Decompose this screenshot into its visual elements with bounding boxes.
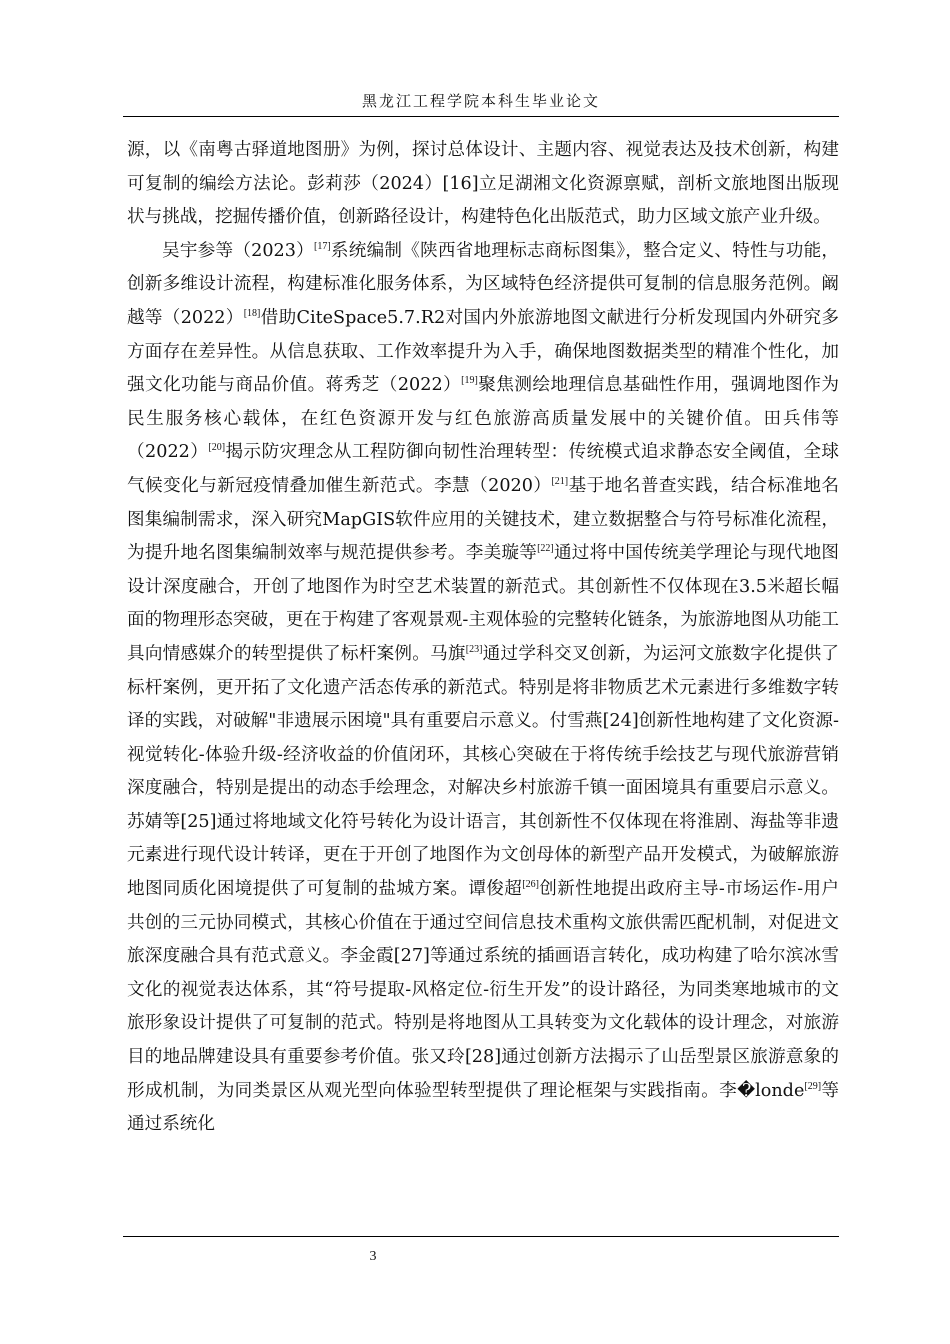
para2-seg-6: 基于地名普查实践，结合标准地名图集编制需求，深入研究MapGIS软件应用的关键技术，建立数据整合与符号标准化流程，为提升地名图集编制效率与规范提供参考。李美璇等: [127, 475, 839, 564]
para2-seg-10: 等通过系统化: [127, 1080, 839, 1135]
citation-22: [22]: [537, 543, 554, 555]
paragraph-1-text: 源，以《南粤古驿道地图册》为例，探讨总体设计、主题内容、视觉表达及技术创新，构建可复制的编绘方法论。彭莉莎（2024）[16]立足湖湘文化资源禀赋，剖析文旅地图出版现状与挑战，挖掘传播价值，创新路径设计，构建特色化出版范式，助力区域文旅产业升级。: [127, 140, 839, 228]
para2-seg-5: 揭示防灾理念从工程防御向韧性治理转型：传统模式追求静态安全阈值，全球气候变化与新冠疫情叠加催生新范式。李慧（2020）: [127, 442, 839, 496]
paragraph-2: [127, 235, 839, 1142]
citation-19: [19]: [461, 375, 478, 387]
para2-seg-4: 聚焦测绘地理信息基础性作用，强调地图作为民生服务核心载体，在红色资源开发与红色旅游高质量发展中的关键价值。田兵伟等（2022）: [127, 375, 839, 463]
body-text: [127, 134, 839, 1142]
paragraph-1: [127, 134, 839, 235]
citation-18: [18]: [243, 307, 261, 319]
page-header-title: 黑龙江工程学院本科生毕业论文: [361, 92, 600, 110]
para2-seg-3: 借助CiteSpace5.7.R2对国内外旅游地图文献进行分析发现国内外研究多方面存在差异性。从信息获取、工作效率提升为入手，确保地图数据类型的精准个性化，加强文化功能与商品价值。蒋秀芝（2022）: [127, 307, 840, 396]
para2-seg-1: 吴宇参等（2023）: [162, 240, 315, 261]
page-number: 3: [369, 1249, 377, 1264]
para2-seg-9: 创新性地提出政府主导-市场运作-用户共创的三元协同模式，其核心价值在于通过空间信息技术重构文旅供需匹配机制，对促进文旅深度融合具有范式意义。李金霞[27]等通过系统的插画语言转化，成功构建了哈尔滨冰雪文化的视觉表达体系，其“符号提取-风格定位-衍生开发”的设计路径，为同类寒地城市的文旅形象设计提供了可复制的范式。特别是将地图从工具转变为文化载体的设计理念，对旅游目的地品牌建设具有重要参考价值。张又玲[28]通过创新方法揭示了山岳型景区旅游意象的形成机制，为同类景区从观光型向体验型转型提供了理论框架与实践指南。李�londe: [127, 879, 839, 1101]
citation-20: [20]: [208, 442, 226, 454]
para2-seg-2: 系统编制《陕西省地理标志商标图集》，整合定义、特性与功能，创新多维设计流程，构建标准化服务体系，为区域特色经济提供可复制的信息服务范例。阚越等（2022）: [127, 240, 840, 328]
citation-29: [29]: [804, 1080, 822, 1092]
para2-seg-8: 通过学科交叉创新，为运河文旅数字化提供了标杆案例，更开拓了文化遗产活态传承的新范式。特别是将非物质艺术元素进行多维数字转译的实践，对破解"非遗展示困境"具有重要启示意义。付雪燕[24]创新性地构建了文化资源-视觉转化-体验升级-经济收益的价值闭环，其核心突破在于将传统手绘技艺与现代旅游营销深度融合，特别是提出的动态手绘理念，对解决乡村旅游千镇一面困境具有重要启示意义。苏婧等[25]通过将地域文化符号转化为设计语言，其创新性不仅体现在将淮剧、海盐等非遗元素进行现代设计转译，更在于开创了地图作为文创母体的新型产品开发模式，为破解旅游地图同质化困境提供了可复制的盐城方案。谭俊超: [127, 643, 839, 900]
footer-divider: [123, 1236, 839, 1237]
citation-26: [26]: [522, 879, 539, 891]
citation-23: [23]: [465, 643, 483, 655]
citation-21: [21]: [551, 475, 569, 487]
para2-seg-7: 通过将中国传统美学理论与现代地图设计深度融合，开创了地图作为时空艺术装置的新范式。其创新性不仅体现在3.5米超长幅面的物理形态突破，更在于构建了客观景观-主观体验的完整转化链条，为旅游地图从功能工具向情感媒介的转型提供了标杆案例。马旗: [127, 543, 839, 664]
header-divider: [123, 116, 839, 117]
citation-17: [17]: [314, 240, 331, 252]
